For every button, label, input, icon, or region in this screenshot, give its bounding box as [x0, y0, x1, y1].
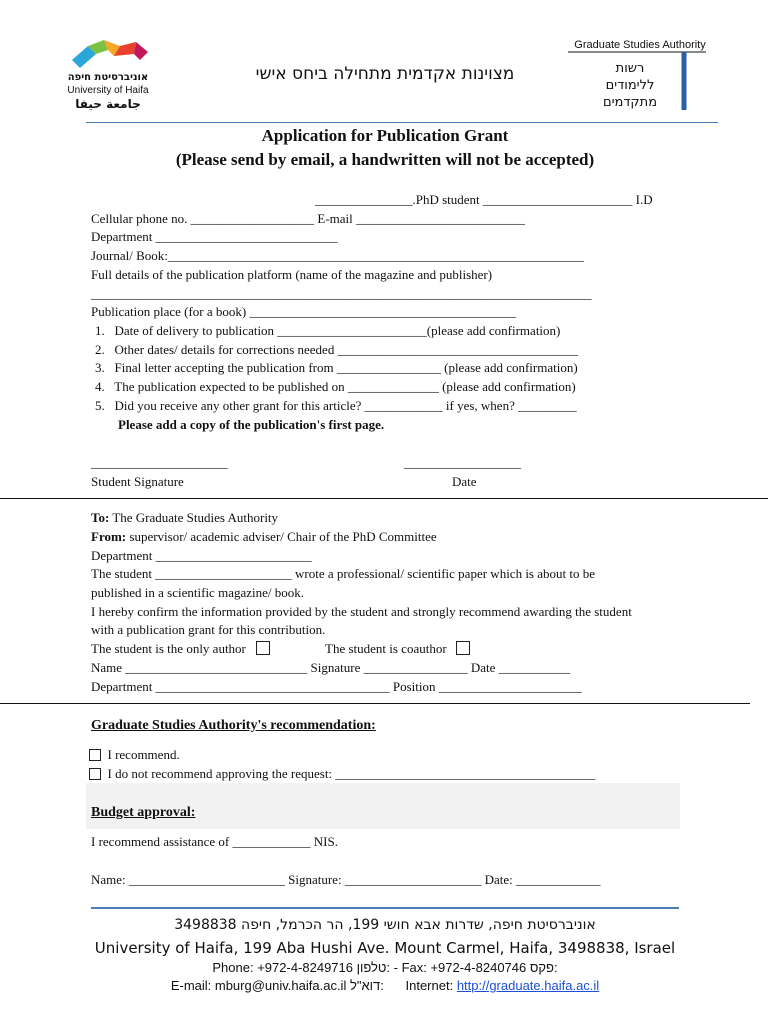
- svg-text:ללימודים: ללימודים: [605, 78, 655, 93]
- form-subtitle: (Please send by email, a handwritten will not be accepted): [175, 150, 595, 169]
- svg-text:Graduate Studies Authority: Graduate Studies Authority: [574, 39, 706, 51]
- supervisor-department-line[interactable]: Department ________________________: [91, 548, 312, 563]
- footer-phone-fax: Phone: +972-4-8249716 טלפון: - Fax: +972-4-8240746 פקס:: [212, 960, 558, 975]
- from-line: [91, 529, 437, 545]
- assistance-line[interactable]: I recommend assistance of ____________ NIS.: [91, 834, 338, 849]
- not-recommend-label: I do not recommend approving the request: ________________________________________: [107, 766, 596, 781]
- only-author-option[interactable]: [91, 641, 270, 657]
- phd-student-id-line[interactable]: _______________.PhD student _______________________ I.D: [315, 192, 653, 207]
- recommendation-heading: Graduate Studies Authority's recommendation:: [91, 718, 376, 733]
- journal-book-line[interactable]: Journal/ Book:________________________________________________________________: [91, 248, 584, 263]
- recommend-checkbox[interactable]: [89, 749, 101, 761]
- only-author-checkbox[interactable]: [256, 641, 270, 655]
- header-divider: [86, 122, 718, 123]
- website-link[interactable]: http://graduate.haifa.ac.il: [456, 978, 600, 993]
- section-divider: [0, 498, 768, 499]
- to-label: To:: [91, 510, 110, 525]
- to-line: [91, 510, 278, 526]
- svg-text:אוניברסיטת חיפה: אוניברסיטת חיפה: [67, 72, 149, 83]
- footer-internet-label: Internet:: [405, 978, 457, 993]
- final-signature-line[interactable]: Name: ________________________ Signature: _____________________ Date: _____________: [91, 872, 601, 887]
- from-label: From:: [91, 529, 127, 544]
- svg-text:מתקדמים: מתקדמים: [602, 95, 658, 110]
- student-signature-line[interactable]: _____________________: [91, 455, 228, 470]
- coauthor-option[interactable]: [325, 641, 470, 657]
- date-label: Date: [452, 474, 477, 489]
- publication-platform-label: Full details of the publication platform (name of the magazine and publisher): [91, 267, 493, 282]
- not-recommend-option[interactable]: [89, 766, 595, 782]
- only-author-label: The student is the only author: [91, 641, 246, 656]
- department-position-line[interactable]: Department ____________________________________ Position ______________________: [91, 679, 582, 694]
- svg-text:University of Haifa: University of Haifa: [67, 85, 149, 96]
- hebrew-slogan: מצוינות אקדמית מתחילה ביחס אישי: [255, 64, 515, 84]
- footer-english-address: University of Haifa, 199 Aba Hushi Ave. Mount Carmel, Haifa, 3498838, Israel: [94, 939, 676, 957]
- recommend-option[interactable]: [89, 747, 180, 763]
- section-divider: [0, 703, 750, 704]
- name-signature-date-line[interactable]: Name ____________________________ Signature ________________ Date ___________: [91, 660, 571, 675]
- copy-note: Please add a copy of the publication's first page.: [118, 417, 385, 432]
- numbered-item[interactable]: 2. Other dates/ details for corrections needed _____________________________________: [95, 342, 579, 357]
- footer-divider: [91, 907, 679, 909]
- to-value: The Graduate Studies Authority: [109, 510, 279, 525]
- department-line[interactable]: Department ____________________________: [91, 229, 338, 244]
- coauthor-label: The student is coauthor: [325, 641, 447, 656]
- numbered-item[interactable]: 1. Date of delivery to publication _______________________(please add confirmation): [95, 323, 561, 338]
- publication-platform-line[interactable]: _____________________________________________________________________________: [91, 286, 592, 301]
- svg-text:רשות: רשות: [615, 61, 645, 76]
- confirm-line: with a publication grant for this contribution.: [91, 622, 326, 637]
- numbered-item[interactable]: 4. The publication expected to be published on ______________ (please add confirmation): [95, 379, 576, 394]
- svg-text:جامعة حيفا: جامعة حيفا: [75, 97, 141, 111]
- student-paper-line[interactable]: The student _____________________ wrote a professional/ scientific paper which is about to be: [91, 566, 596, 581]
- budget-heading: Budget approval:: [91, 805, 196, 820]
- student-signature-label: Student Signature: [91, 474, 184, 489]
- graduate-studies-authority-logo: [560, 38, 710, 118]
- coauthor-checkbox[interactable]: [456, 641, 470, 655]
- form-title: Application for Publication Grant: [261, 126, 509, 145]
- numbered-item[interactable]: 5. Did you receive any other grant for this article? ____________ if yes, when? _________: [95, 398, 577, 413]
- footer-email: E-mail: mburg@univ.haifa.ac.il דוא"ל:: [170, 978, 384, 993]
- phone-email-line[interactable]: Cellular phone no. ___________________ E-mail __________________________: [91, 211, 526, 226]
- date-line[interactable]: __________________: [404, 455, 521, 470]
- publication-place-line[interactable]: Publication place (for a book) _________________________________________: [91, 304, 516, 319]
- not-recommend-checkbox[interactable]: [89, 768, 101, 780]
- from-value: supervisor/ academic adviser/ Chair of the PhD Committee: [126, 529, 437, 544]
- confirm-line: I hereby confirm the information provided by the student and strongly recommend awarding the student: [91, 604, 632, 619]
- recommend-label: I recommend.: [107, 747, 180, 762]
- footer-hebrew-address: אוניברסיטת חיפה, שדרות אבא חושי 199, הר הכרמל, חיפה 3498838: [174, 917, 596, 933]
- published-line: published in a scientific magazine/ book.: [91, 585, 304, 600]
- footer-email-internet: [0, 978, 770, 993]
- numbered-item[interactable]: 3. Final letter accepting the publication from ________________ (please add confirmation): [95, 360, 578, 375]
